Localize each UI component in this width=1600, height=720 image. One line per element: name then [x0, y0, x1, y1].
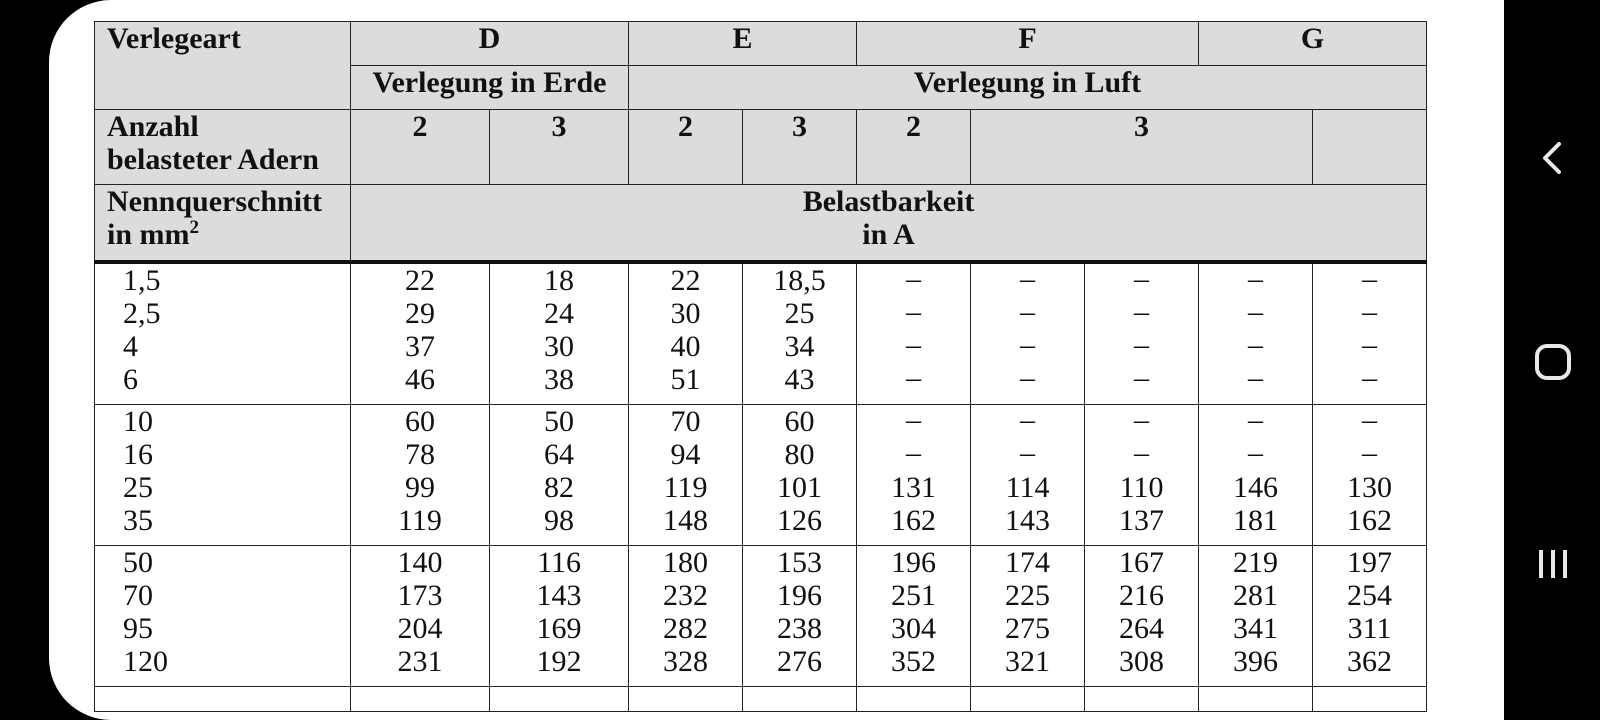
capacity-value: 78 — [405, 438, 435, 471]
value-cell — [1085, 546, 1199, 687]
capacity-value: 167 — [1119, 546, 1165, 579]
value-cell — [1199, 262, 1313, 405]
capacity-value: 264 — [1119, 612, 1165, 645]
verlegeart-label: Verlegeart — [95, 22, 351, 110]
value-cell — [857, 262, 971, 405]
capacity-value: 46 — [405, 363, 435, 396]
capacity-value: 276 — [777, 645, 823, 678]
belastbarkeit-label-line-1: Belastbarkeit — [802, 185, 975, 218]
querschnitt-value: 16 — [123, 438, 153, 471]
anzahl-label-line-2: belasteter Adern — [107, 143, 319, 176]
data-block — [95, 262, 1427, 405]
capacity-value: – — [1362, 403, 1378, 436]
capacity-value: 94 — [670, 438, 701, 471]
value-cell — [1313, 546, 1427, 687]
capacity-value: 396 — [1233, 645, 1279, 678]
querschnitt-value: 25 — [123, 471, 153, 504]
group-e-header: E — [629, 22, 857, 66]
value-cell — [351, 546, 490, 687]
querschnitt-cell — [95, 262, 351, 405]
value-cell — [743, 262, 857, 405]
value-cell — [1199, 546, 1313, 687]
capacity-value: – — [1134, 436, 1150, 469]
capacity-value: 137 — [1119, 504, 1165, 537]
capacity-value: 232 — [663, 579, 709, 612]
capacity-value: 60 — [405, 405, 435, 438]
capacity-value: 192 — [536, 645, 582, 678]
querschnitt-value: 70 — [123, 579, 153, 612]
anzahl-e3: 3 — [743, 110, 857, 185]
rounded-square-icon — [1527, 336, 1579, 388]
capacity-value: 110 — [1119, 471, 1164, 504]
capacity-value: – — [906, 436, 922, 469]
querschnitt-value: 35 — [123, 504, 153, 537]
capacity-value: 275 — [1005, 612, 1051, 645]
value-cell — [490, 546, 629, 687]
querschnitt-value: 50 — [123, 546, 153, 579]
capacity-value: 22 — [670, 264, 701, 297]
value-cell — [971, 262, 1085, 405]
capacity-value: 148 — [663, 504, 709, 537]
capacity-value: 308 — [1119, 645, 1165, 678]
capacity-value: 101 — [777, 471, 823, 504]
capacity-value: – — [1248, 295, 1264, 328]
capacity-value: 30 — [544, 330, 574, 363]
capacity-value: 146 — [1233, 471, 1279, 504]
querschnitt-cell — [95, 405, 351, 546]
android-navigation-bar — [1505, 0, 1600, 720]
value-cell — [1313, 262, 1427, 405]
capacity-value: 196 — [777, 579, 823, 612]
capacity-value: 181 — [1233, 504, 1279, 537]
value-cell — [629, 262, 743, 405]
capacity-value: – — [1362, 328, 1378, 361]
value-cell — [743, 405, 857, 546]
capacity-value: 30 — [670, 297, 701, 330]
capacity-value: 38 — [544, 363, 574, 396]
capacity-value: 281 — [1233, 579, 1279, 612]
capacity-value: – — [1134, 361, 1150, 394]
capacity-value: 82 — [544, 471, 574, 504]
value-cell — [1313, 405, 1427, 546]
recents-button[interactable] — [1527, 538, 1579, 590]
value-cell — [857, 546, 971, 687]
anzahl-empty — [1313, 110, 1427, 185]
group-d-header: D — [351, 22, 629, 66]
capacity-value: 140 — [397, 546, 443, 579]
capacity-value: 143 — [1005, 504, 1051, 537]
querschnitt-label — [95, 185, 351, 263]
value-cell — [490, 405, 629, 546]
querschnitt-value: 95 — [123, 612, 153, 645]
capacity-value: 51 — [670, 363, 701, 396]
capacity-value: 80 — [784, 438, 815, 471]
capacity-value: – — [1020, 436, 1036, 469]
capacity-value: 174 — [1005, 546, 1051, 579]
document-page[interactable] — [49, 0, 1504, 720]
capacity-value: 114 — [1005, 471, 1050, 504]
capacity-value: 43 — [784, 363, 815, 396]
querschnitt-value: 4 — [123, 330, 138, 363]
querschnitt-value: 2,5 — [123, 297, 161, 330]
capacity-value: 282 — [663, 612, 709, 645]
capacity-value: – — [906, 328, 922, 361]
header-row-verlegeart — [95, 22, 1427, 66]
capacity-value: 60 — [784, 405, 815, 438]
capacity-value: – — [1020, 403, 1036, 436]
capacity-value: 197 — [1347, 546, 1393, 579]
capacity-value: 162 — [1347, 504, 1393, 537]
capacity-value: 130 — [1347, 471, 1393, 504]
capacity-value: – — [1020, 361, 1036, 394]
capacity-value: 40 — [670, 330, 701, 363]
next-block-partial — [95, 687, 1427, 712]
querschnitt-value: 1,5 — [123, 264, 161, 297]
value-cell — [971, 546, 1085, 687]
capacity-value: 352 — [891, 645, 937, 678]
capacity-value: 126 — [777, 504, 823, 537]
capacity-value: – — [1248, 361, 1264, 394]
header-row-anzahl — [95, 110, 1427, 185]
capacity-value: – — [906, 403, 922, 436]
capacity-value: 99 — [405, 471, 435, 504]
value-cell — [743, 546, 857, 687]
capacity-value: 18 — [544, 264, 574, 297]
capacity-value: – — [906, 295, 922, 328]
querschnitt-label-line-1: Nennquerschnitt — [107, 185, 323, 218]
capacity-value: 169 — [536, 612, 582, 645]
home-button[interactable] — [1527, 336, 1579, 388]
capacity-value: – — [1134, 328, 1150, 361]
belastbarkeit-label — [351, 185, 1427, 263]
capacity-value: 341 — [1233, 612, 1279, 645]
verlegung-luft-header: Verlegung in Luft — [629, 66, 1427, 110]
capacity-value: – — [1020, 328, 1036, 361]
capacity-value: – — [1020, 262, 1036, 295]
value-cell — [971, 405, 1085, 546]
capacity-value: 153 — [777, 546, 823, 579]
value-cell — [490, 262, 629, 405]
anzahl-label — [95, 110, 351, 185]
capacity-value: 216 — [1119, 579, 1165, 612]
chevron-left-icon — [1527, 132, 1579, 184]
capacity-value: – — [1248, 436, 1264, 469]
anzahl-f3: 3 — [971, 110, 1313, 185]
value-cell — [351, 405, 490, 546]
capacity-value: – — [1362, 361, 1378, 394]
header-row-querschnitt — [95, 185, 1427, 263]
capacity-value: 196 — [891, 546, 937, 579]
capacity-value: 238 — [777, 612, 823, 645]
capacity-value: 231 — [397, 645, 443, 678]
capacity-value: 180 — [663, 546, 709, 579]
value-cell — [629, 405, 743, 546]
capacity-value: – — [1362, 295, 1378, 328]
capacity-value: – — [1134, 295, 1150, 328]
capacity-value: – — [1362, 436, 1378, 469]
anzahl-d3: 3 — [490, 110, 629, 185]
capacity-value: – — [906, 262, 922, 295]
capacity-value: – — [1020, 295, 1036, 328]
capacity-value: 37 — [405, 330, 435, 363]
querschnitt-label-line-2 — [107, 218, 350, 251]
three-bars-icon — [1527, 538, 1579, 590]
capacity-value: – — [1134, 262, 1150, 295]
capacity-value: 321 — [1005, 645, 1051, 678]
capacity-value: 98 — [544, 504, 574, 537]
value-cell — [1199, 405, 1313, 546]
current-capacity-table — [94, 21, 1427, 712]
capacity-value: 219 — [1233, 546, 1279, 579]
data-block — [95, 405, 1427, 546]
capacity-value: 225 — [1005, 579, 1051, 612]
capacity-value: 70 — [670, 405, 701, 438]
capacity-value: – — [1248, 403, 1264, 436]
capacity-value: 328 — [663, 645, 709, 678]
querschnitt-cell — [95, 546, 351, 687]
value-cell — [857, 405, 971, 546]
capacity-value: 204 — [397, 612, 443, 645]
capacity-value: 254 — [1347, 579, 1393, 612]
capacity-value: – — [1248, 328, 1264, 361]
querschnitt-value: 10 — [123, 405, 153, 438]
anzahl-label-line-1: Anzahl — [107, 110, 199, 143]
capacity-value: – — [906, 361, 922, 394]
querschnitt-value: 6 — [123, 363, 138, 396]
capacity-value: 173 — [397, 579, 443, 612]
group-g-header: G — [1199, 22, 1427, 66]
value-cell — [629, 546, 743, 687]
capacity-value: 64 — [544, 438, 574, 471]
capacity-value: 18,5 — [773, 264, 826, 297]
capacity-value: 34 — [784, 330, 815, 363]
capacity-value: 304 — [891, 612, 937, 645]
capacity-value: – — [1248, 262, 1264, 295]
capacity-value: 311 — [1347, 612, 1392, 645]
capacity-value: 362 — [1347, 645, 1393, 678]
value-cell — [1085, 405, 1199, 546]
querschnitt-label-sup: 2 — [189, 217, 199, 238]
capacity-value: 131 — [891, 471, 937, 504]
capacity-value: 251 — [891, 579, 937, 612]
back-button[interactable] — [1527, 132, 1579, 184]
capacity-value: – — [1134, 403, 1150, 436]
capacity-value: 22 — [405, 264, 435, 297]
capacity-value: 119 — [398, 504, 442, 537]
querschnitt-value: 120 — [123, 645, 168, 678]
capacity-value: 116 — [537, 546, 581, 579]
anzahl-f2: 2 — [857, 110, 971, 185]
belastbarkeit-label-line-2: in A — [862, 218, 915, 251]
capacity-value: 29 — [405, 297, 435, 330]
capacity-value: 50 — [544, 405, 574, 438]
capacity-value: 25 — [784, 297, 815, 330]
value-cell — [351, 262, 490, 405]
capacity-value: 143 — [536, 579, 582, 612]
group-f-header: F — [857, 22, 1199, 66]
anzahl-e2: 2 — [629, 110, 743, 185]
capacity-value: – — [1362, 262, 1378, 295]
capacity-value: 119 — [663, 471, 708, 504]
data-block — [95, 546, 1427, 687]
querschnitt-label-unit: in mm — [107, 218, 190, 251]
capacity-value: 162 — [891, 504, 937, 537]
capacity-value: 24 — [544, 297, 574, 330]
anzahl-d2: 2 — [351, 110, 490, 185]
value-cell — [1085, 262, 1199, 405]
verlegung-erde-header: Verlegung in Erde — [351, 66, 629, 110]
